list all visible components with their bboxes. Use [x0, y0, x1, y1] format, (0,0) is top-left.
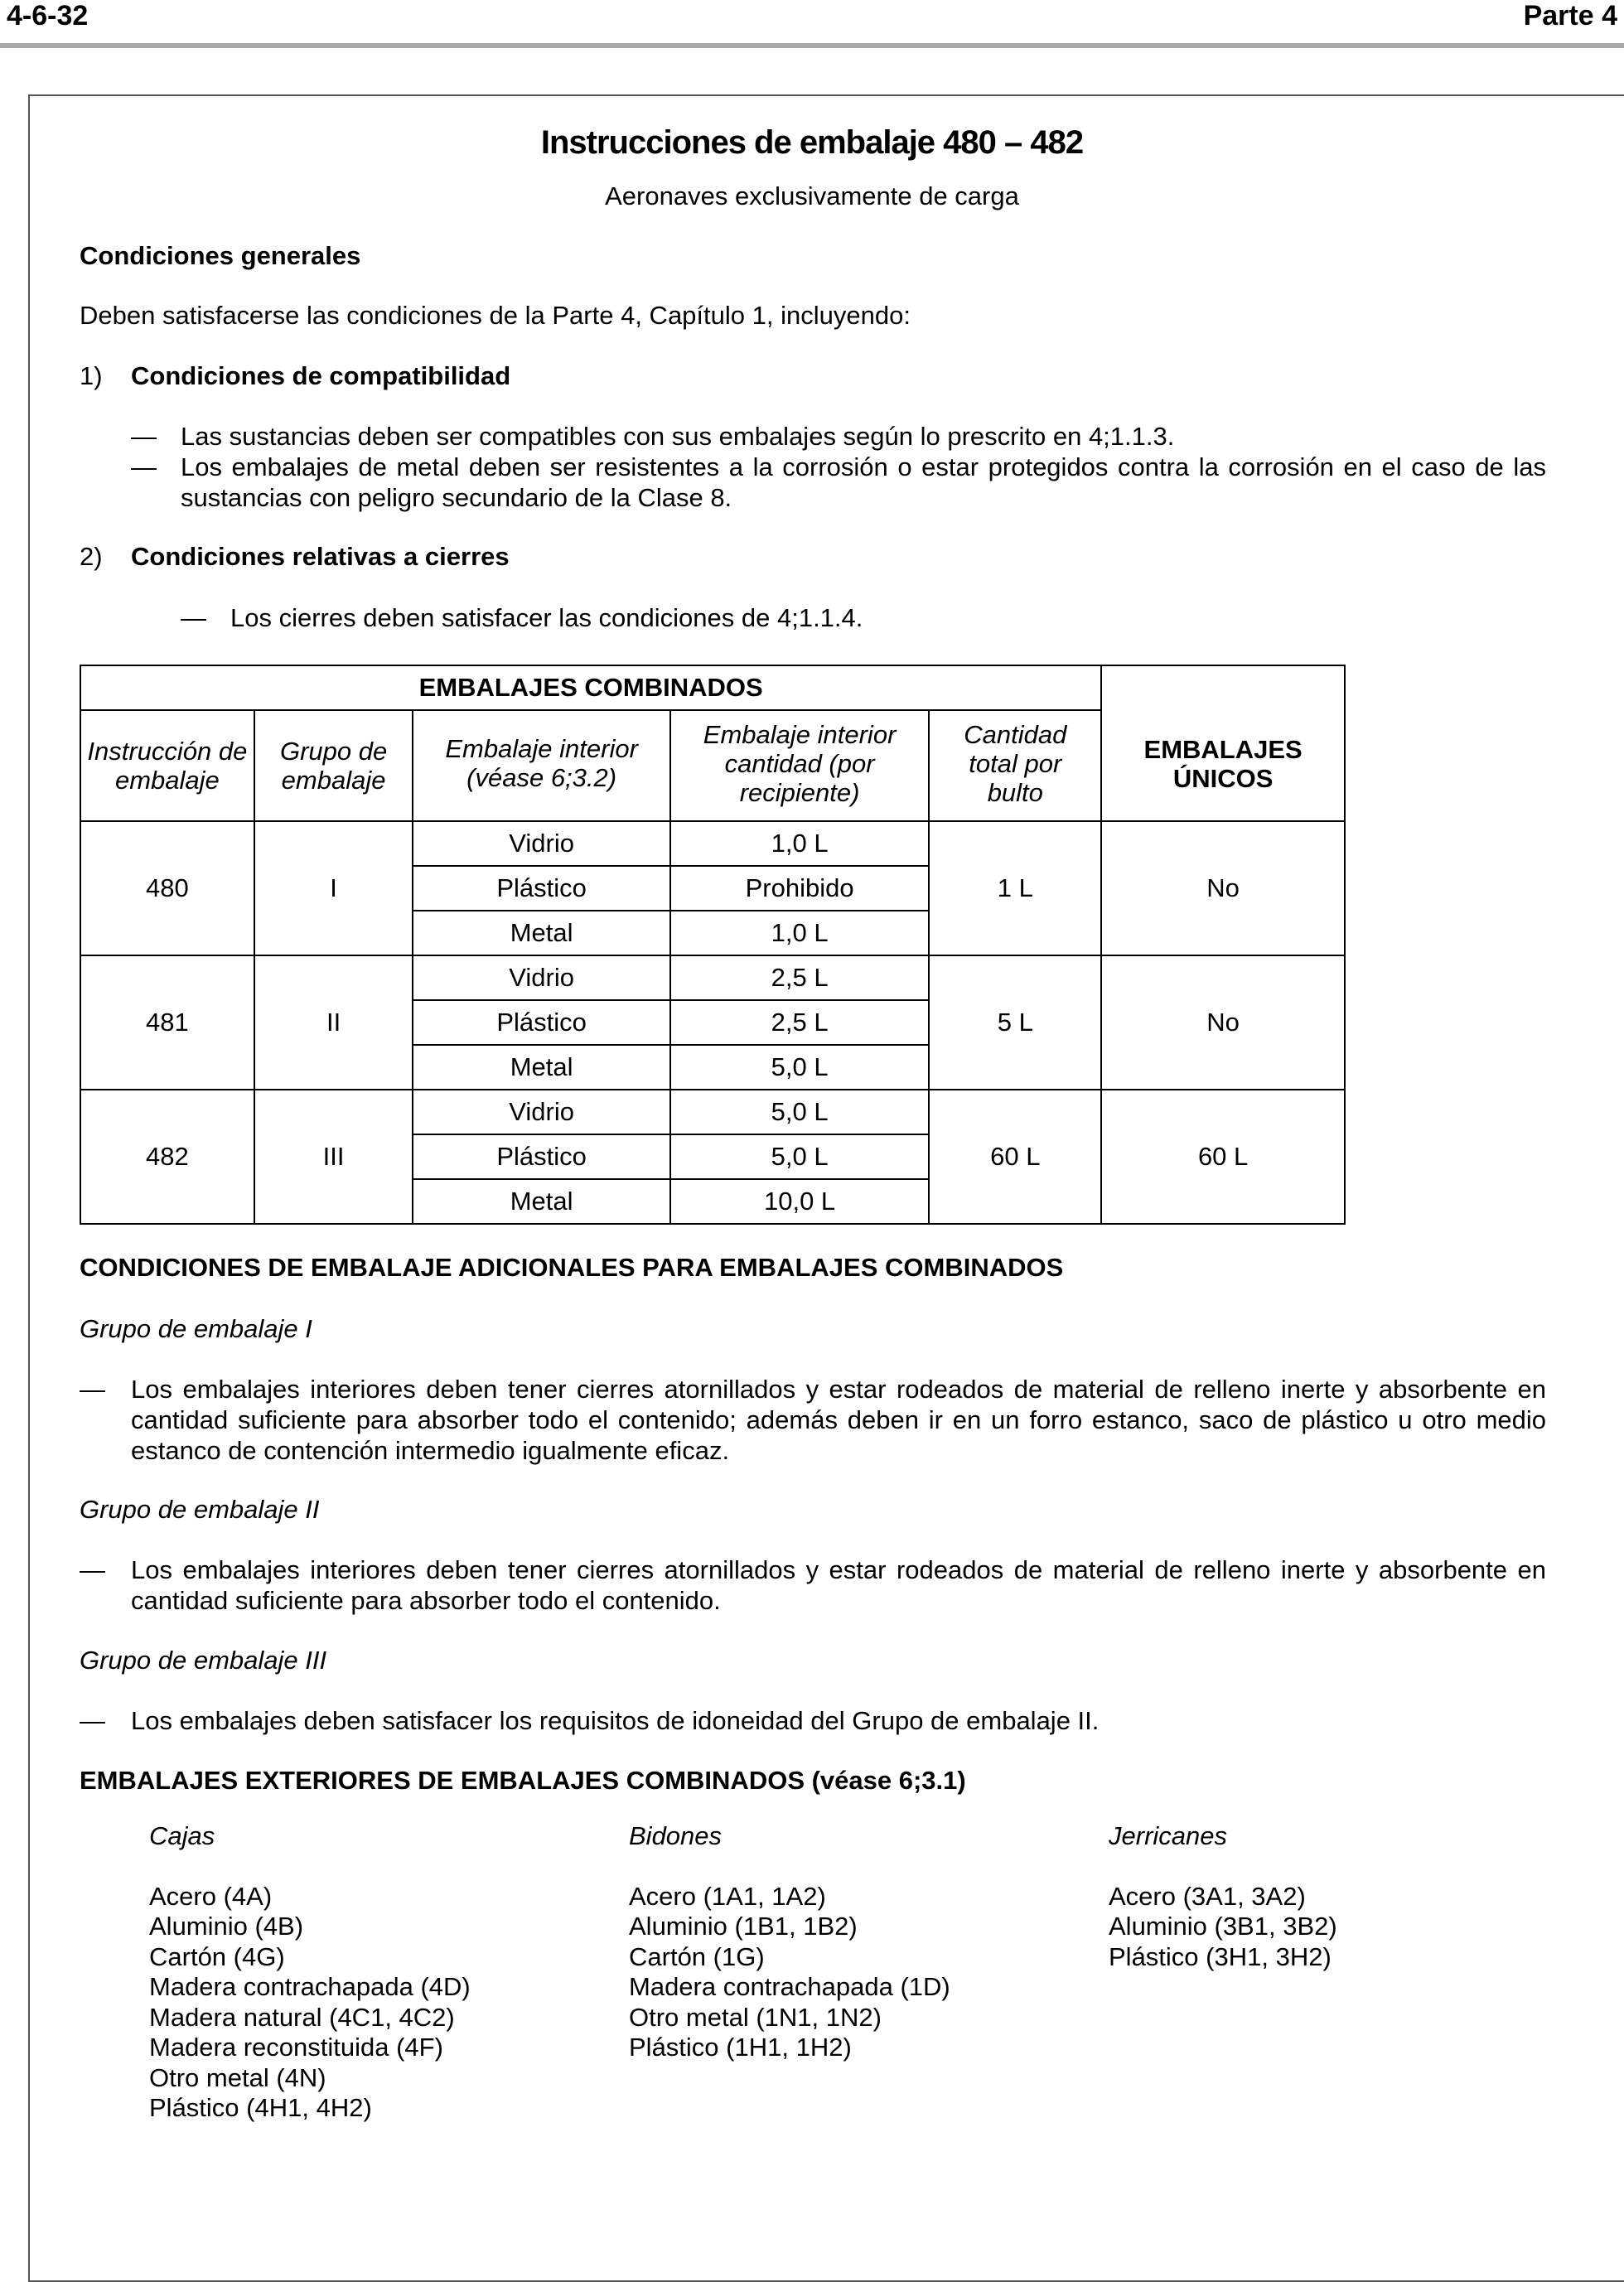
page-header — [0, 0, 1624, 50]
col-inner-qty: Embalaje interior cantidad (por recipiente) — [670, 710, 930, 821]
material-cell: Vidrio — [413, 821, 669, 866]
combined-packagings-header: EMBALAJES COMBINADOS — [80, 665, 1101, 710]
additional-heading: CONDICIONES DE EMBALAJE ADICIONALES PARA EMBALAJES COMBINADOS — [80, 1253, 1064, 1282]
group-text: Los embalajes deben satisfacer los requisitos de idoneidad del Grupo de embalaje II. — [131, 1706, 1100, 1735]
list-item: Madera natural (4C1, 4C2) — [149, 2002, 455, 2032]
jerricans-label: Jerricanes — [1109, 1821, 1227, 1850]
qty-cell: 5,0 L — [670, 1045, 930, 1090]
header-rule — [0, 43, 1624, 48]
section2-number: 2) — [80, 542, 103, 571]
material-cell: Plástico — [413, 1000, 669, 1045]
material-cell: Plástico — [413, 866, 669, 911]
qty-cell: 1,0 L — [670, 821, 930, 866]
group-cell: III — [254, 1090, 413, 1224]
qty-cell: Prohibido — [670, 866, 930, 911]
list-item: Aluminio (4B) — [149, 1912, 304, 1941]
section2-item: Los cierres deben satisfacer las condiciones de 4;1.1.4. — [230, 603, 863, 632]
list-item: Otro metal (1N1, 1N2) — [629, 2002, 882, 2032]
total-cell: 60 L — [929, 1090, 1101, 1224]
list-item: Aluminio (1B1, 1B2) — [629, 1912, 858, 1941]
qty-cell: 2,5 L — [670, 955, 930, 1000]
page-subtitle: Aeronaves exclusivamente de carga — [605, 181, 1019, 210]
page-number: 4-6-32 — [7, 0, 89, 31]
group-label: Grupo de embalaje III — [80, 1646, 327, 1675]
list-item: Cartón (1G) — [629, 1941, 765, 1971]
material-cell: Metal — [413, 911, 669, 955]
qty-cell: 5,0 L — [670, 1090, 930, 1134]
list-item: Otro metal (4N) — [149, 2062, 326, 2092]
dash-marker: — — [131, 422, 157, 451]
list-item: Plástico (3H1, 3H2) — [1109, 1941, 1332, 1971]
section1-item: Los embalajes de metal deben ser resistentes a la corrosión o estar protegidos contra la corrosión en el caso de las sustancias con peligro secundario de la Clase 8. — [181, 452, 1546, 512]
single-packagings-header: EMBALAJES ÚNICOS — [1101, 665, 1345, 821]
list-item: Madera reconstituida (4F) — [149, 2033, 443, 2062]
table-header-row — [80, 665, 1345, 710]
dash-marker: — — [80, 1555, 105, 1584]
list-item: Acero (1A1, 1A2) — [629, 1881, 826, 1911]
boxes-label: Cajas — [149, 1821, 215, 1850]
material-cell: Plástico — [413, 1134, 669, 1179]
group-cell: II — [254, 955, 413, 1090]
group-text: Los embalajes interiores deben tener cierres atornillados y estar rodeados de material de relleno inerte y absorbente en cantidad suficiente para absorber todo el contenido; además deben ir en un forro estanco, saco de plástico u otro medio estanco de contención intermedio igualmente eficaz. — [131, 1375, 1546, 1465]
outer-heading: EMBALAJES EXTERIORES DE EMBALAJES COMBINADOS (véase 6;3.1) — [80, 1766, 966, 1795]
material-cell: Vidrio — [413, 955, 669, 1000]
col-instruction: Instrucción de embalaje — [80, 710, 254, 821]
list-item: Acero (4A) — [149, 1881, 273, 1911]
section2-heading: Condiciones relativas a cierres — [131, 542, 510, 571]
list-item: Acero (3A1, 3A2) — [1109, 1881, 1306, 1911]
page-title: Instrucciones de embalaje 480 – 482 — [540, 124, 1084, 161]
material-cell: Metal — [413, 1045, 669, 1090]
total-cell: 5 L — [929, 955, 1101, 1090]
dash-marker: — — [131, 452, 157, 481]
list-item: Plástico (1H1, 1H2) — [629, 2033, 852, 2062]
dash-marker: — — [80, 1706, 105, 1735]
group-label: Grupo de embalaje II — [80, 1495, 320, 1524]
boxes-column — [149, 1821, 471, 2124]
table-row — [80, 955, 1345, 1000]
group-label: Grupo de embalaje I — [80, 1314, 312, 1343]
drums-label: Bidones — [629, 1821, 723, 1850]
table-row — [80, 821, 1345, 866]
part-label: Parte 4 — [1523, 0, 1617, 31]
single-cell: No — [1101, 821, 1345, 955]
col-group: Grupo de embalaje — [254, 710, 413, 821]
list-item: Madera contrachapada (1D) — [629, 1972, 950, 2001]
list-item: Plástico (4H1, 4H2) — [149, 2093, 372, 2122]
intro-text: Deben satisfacerse las condiciones de la Parte 4, Capítulo 1, incluyendo: — [80, 301, 911, 330]
section1-item: Las sustancias deben ser compatibles con sus embalajes según lo prescrito en 4;1.1.3. — [181, 422, 1175, 451]
col-total: Cantidad total por bulto — [929, 710, 1101, 821]
qty-cell: 2,5 L — [670, 1000, 930, 1045]
qty-cell: 1,0 L — [670, 911, 930, 955]
list-item: Aluminio (3B1, 3B2) — [1109, 1912, 1337, 1941]
general-heading: Condiciones generales — [80, 241, 361, 270]
section1-heading: Condiciones de compatibilidad — [131, 361, 511, 390]
drums-column — [629, 1821, 950, 2063]
dash-marker: — — [181, 603, 206, 632]
packing-table — [80, 665, 1346, 1225]
instruction-cell: 482 — [80, 1090, 254, 1224]
dash-marker: — — [80, 1375, 105, 1404]
total-cell: 1 L — [929, 821, 1101, 955]
col-inner: Embalaje interior (véase 6;3.2) — [413, 710, 669, 821]
table-row — [80, 1090, 1345, 1134]
single-cell: 60 L — [1101, 1090, 1345, 1224]
instruction-cell: 481 — [80, 955, 254, 1090]
single-cell: No — [1101, 955, 1345, 1090]
list-item: Madera contrachapada (4D) — [149, 1972, 471, 2001]
instruction-cell: 480 — [80, 821, 254, 955]
jerricans-column — [1109, 1821, 1337, 1972]
material-cell: Metal — [413, 1179, 669, 1224]
section1-number: 1) — [80, 361, 103, 390]
material-cell: Vidrio — [413, 1090, 669, 1134]
list-item: Cartón (4G) — [149, 1941, 285, 1971]
qty-cell: 5,0 L — [670, 1134, 930, 1179]
group-text: Los embalajes interiores deben tener cierres atornillados y estar rodeados de material de relleno inerte y absorbente en cantidad suficiente para absorber todo el contenido. — [131, 1555, 1546, 1615]
group-cell: I — [254, 821, 413, 955]
qty-cell: 10,0 L — [670, 1179, 930, 1224]
